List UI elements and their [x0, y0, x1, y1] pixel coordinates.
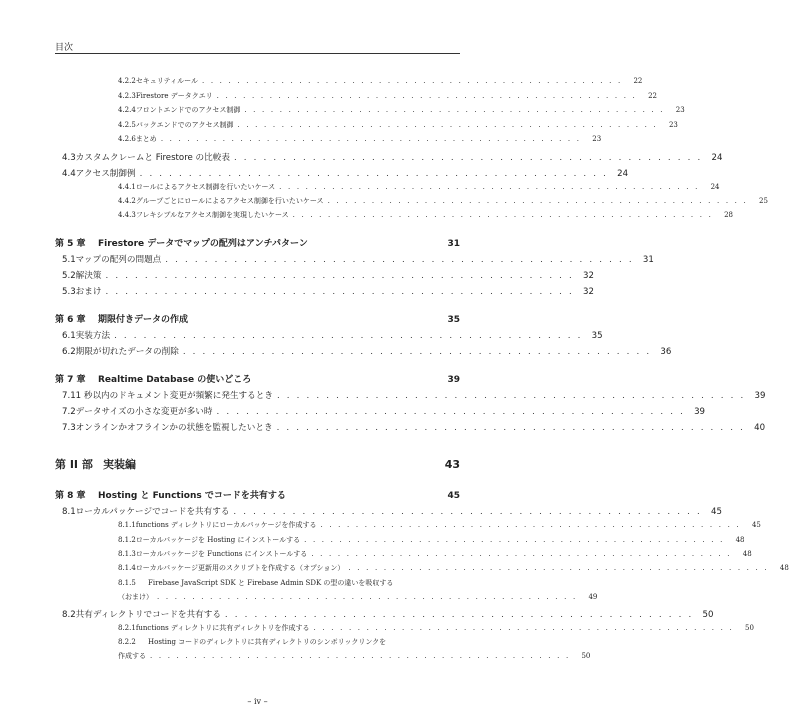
toc-entry[interactable] — [118, 105, 685, 115]
entry-page: 24 — [711, 153, 723, 163]
entry-page: 36 — [660, 347, 672, 357]
running-header-title: 目次 — [55, 43, 74, 53]
leader-dots: . . . . . . . . . . . . . . . . . . . . . . . . . . . . . . . . . . . . . . . . . . . . . . . . — [224, 610, 694, 620]
toc-entry[interactable] — [118, 563, 789, 573]
leader-dots: . . . . . . . . . . . . . . . . . . . . . . . . . . . . . . . . . . . . . . . . . . . . . . . . — [279, 183, 700, 191]
entry-page: 22 — [633, 77, 643, 85]
entry-title: Firestore データクエリ — [135, 92, 213, 100]
entry-title: ローカルパッケージでコードを共有する — [75, 507, 230, 517]
leader-dots: . . . . . . . . . . . . . . . . . . . . . . . . . . . . . . . . . . . . . . . . . . . . . . . . — [160, 135, 582, 143]
toc-entry-multiline[interactable] — [118, 637, 460, 647]
entry-page: 50 — [702, 610, 714, 620]
entry-page: 24 — [617, 169, 629, 179]
chapter-page: 45 — [447, 491, 460, 501]
entry-title-line2: 作成する — [118, 652, 146, 660]
toc-entry[interactable] — [62, 389, 766, 401]
leader-dots: . . . . . . . . . . . . . . . . . . . . . . . . . . . . . . . . . . . . . . . . . . . . . . . . — [139, 169, 609, 179]
entry-title: 期限が切れたデータの削除 — [75, 347, 179, 357]
entry-title: ローカルパッケージ更新用のスクリプトを作成する（オプション） — [135, 564, 345, 572]
entry-title: ロールによるアクセス制御を行いたいケース — [135, 183, 276, 191]
entry-number: 7.1 — [62, 391, 76, 401]
entry-page: 35 — [591, 331, 603, 341]
chapter-number: 第 8 章 — [55, 491, 86, 501]
entry-page: 50 — [745, 624, 754, 632]
toc-chapter-5[interactable] — [55, 236, 460, 249]
entry-page: 50 — [581, 652, 591, 660]
entry-number: 6.2 — [62, 347, 76, 357]
leader-dots: . . . . . . . . . . . . . . . . . . . . . . . . . . . . . . . . . . . . . . . . . . . . . . . . — [233, 507, 702, 517]
toc-entry[interactable] — [62, 329, 603, 341]
toc-entry[interactable] — [118, 549, 752, 559]
toc-entry[interactable] — [62, 253, 654, 265]
entry-title: カスタムクレームと Firestore の比較表 — [75, 153, 230, 163]
entry-number: 4.2.6 — [118, 135, 136, 143]
leader-dots: . . . . . . . . . . . . . . . . . . . . . . . . . . . . . . . . . . . . . . . . . . . . . . . . — [150, 652, 571, 660]
toc-entry[interactable] — [62, 285, 594, 297]
toc-entry[interactable] — [118, 520, 761, 530]
entry-number: 4.4.1 — [118, 183, 136, 191]
leader-dots: . . . . . . . . . . . . . . . . . . . . . . . . . . . . . . . . . . . . . . . . . . . . . . . . — [165, 255, 634, 265]
entry-number: 8.2.1 — [118, 624, 136, 632]
chapter-title: Realtime Database の使いどころ — [98, 375, 252, 385]
leader-dots: . . . . . . . . . . . . . . . . . . . . . . . . . . . . . . . . . . . . . . . . . . . . . . . . — [216, 92, 637, 100]
part-page: 43 — [444, 458, 460, 471]
entry-number: 8.1.3 — [118, 550, 136, 558]
entry-number: 4.2.2 — [118, 77, 136, 85]
entry-title: マップの配列の問題点 — [75, 255, 162, 265]
entry-title: 1 秒以内のドキュメント変更が頻繁に発生するとき — [75, 391, 273, 401]
entry-title: functions ディレクトリに共有ディレクトリを作成する — [135, 624, 310, 632]
entry-page: 32 — [583, 271, 594, 281]
toc-entry[interactable] — [118, 196, 768, 206]
entry-page: 48 — [779, 564, 789, 572]
entry-page: 24 — [710, 183, 720, 191]
toc-chapter-7[interactable] — [55, 372, 460, 385]
toc-entry[interactable] — [118, 134, 602, 144]
entry-number: 4.4.2 — [118, 197, 136, 205]
entry-title: ローカルパッケージを Functions にインストールする — [135, 550, 308, 558]
entry-page: 31 — [642, 255, 654, 265]
entry-title: ローカルパッケージを Hosting にインストールする — [135, 536, 301, 544]
leader-dots: . . . . . . . . . . . . . . . . . . . . . . . . . . . . . . . . . . . . . . . . . . . . . . . . — [276, 391, 746, 401]
entry-page: 25 — [759, 197, 768, 205]
leader-dots: . . . . . . . . . . . . . . . . . . . . . . . . . . . . . . . . . . . . . . . . . . . . . . . . — [216, 407, 686, 417]
chapter-page: 35 — [447, 315, 460, 325]
entry-number: 6.1 — [62, 331, 76, 341]
chapter-page: 31 — [447, 239, 460, 249]
entry-page: 40 — [754, 423, 766, 433]
entry-title: フロントエンドでのアクセス制御 — [135, 106, 241, 114]
chapter-number: 第 6 章 — [55, 315, 86, 325]
toc-entry[interactable] — [118, 76, 643, 86]
entry-number: 4.2.4 — [118, 106, 136, 114]
entry-number: 5.3 — [62, 287, 76, 297]
entry-page: 45 — [711, 507, 722, 517]
entry-title: オンラインかオフラインかの状態を監視したいとき — [75, 423, 273, 433]
leader-dots: . . . . . . . . . . . . . . . . . . . . . . . . . . . . . . . . . . . . . . . . . . . . . . . . — [304, 536, 725, 544]
toc-entry[interactable] — [62, 421, 766, 433]
entry-title: セキュリティルール — [135, 77, 198, 85]
header-rule — [55, 53, 460, 54]
page-number-footer: – iv – — [247, 697, 268, 706]
chapter-number: 第 5 章 — [55, 239, 86, 249]
part-title: 実装編 — [103, 458, 136, 471]
entry-number: 8.2 — [62, 610, 76, 620]
entry-page: 23 — [668, 121, 678, 129]
entry-title: データサイズの小さな変更が多い時 — [75, 407, 213, 417]
entry-number: 8.1.5 — [118, 579, 136, 587]
toc-chapter-8[interactable] — [55, 488, 460, 501]
toc-entry[interactable] — [118, 182, 720, 192]
leader-dots: . . . . . . . . . . . . . . . . . . . . . . . . . . . . . . . . . . . . . . . . . . . . . . . . — [105, 287, 574, 297]
entry-page: 39 — [754, 391, 766, 401]
entry-number: 4.2.5 — [118, 121, 136, 129]
chapter-title: Hosting と Functions でコードを共有する — [98, 491, 286, 501]
leader-dots: . . . . . . . . . . . . . . . . . . . . . . . . . . . . . . . . . . . . . . . . . . . . . . . . — [157, 593, 578, 601]
entry-title-line1: Firebase JavaScript SDK と Firebase Admin SDK の型の違いを吸収する — [148, 579, 394, 587]
entry-number: 8.2.2 — [118, 638, 136, 646]
entry-title: 共有ディレクトリでコードを共有する — [75, 610, 221, 620]
leader-dots: . . . . . . . . . . . . . . . . . . . . . . . . . . . . . . . . . . . . . . . . . . . . . . . . — [182, 347, 652, 357]
leader-dots: . . . . . . . . . . . . . . . . . . . . . . . . . . . . . . . . . . . . . . . . . . . . . . . . — [276, 423, 746, 433]
leader-dots: . . . . . . . . . . . . . . . . . . . . . . . . . . . . . . . . . . . . . . . . . . . . . . . . — [201, 77, 623, 85]
toc-entry[interactable] — [118, 623, 754, 633]
entry-page: 23 — [675, 106, 685, 114]
toc-entry[interactable] — [118, 535, 745, 545]
toc-entry-multiline[interactable] — [118, 578, 460, 588]
entry-page: 39 — [694, 407, 706, 417]
entry-number: 8.1 — [62, 507, 76, 517]
entry-title: 解決策 — [75, 271, 102, 281]
toc-entry[interactable] — [118, 210, 734, 220]
entry-number: 5.2 — [62, 271, 76, 281]
entry-title: まとめ — [135, 135, 157, 143]
entry-title: グループごとにロールによるアクセス制御を行いたいケース — [135, 197, 324, 205]
toc-entry[interactable] — [62, 345, 672, 357]
leader-dots: . . . . . . . . . . . . . . . . . . . . . . . . . . . . . . . . . . . . . . . . . . . . . . . . — [237, 121, 658, 129]
chapter-page: 39 — [447, 375, 460, 385]
entry-page: 45 — [751, 521, 761, 529]
entry-title: バックエンドでのアクセス制御 — [135, 121, 234, 129]
entry-title-line1: Hosting コードのディレクトリに共有ディレクトリのシンボリックリンクを — [148, 638, 387, 646]
leader-dots: . . . . . . . . . . . . . . . . . . . . . . . . . . . . . . . . . . . . . . . . . . . . . . . . — [327, 197, 748, 205]
toc-entry[interactable] — [62, 151, 723, 163]
part-number: 第 II 部 — [55, 458, 93, 471]
entry-title: おまけ — [75, 287, 102, 297]
toc-entry-continuation[interactable] — [118, 651, 591, 661]
entry-title: functions ディレクトリにローカルパッケージを作成する — [135, 521, 317, 529]
entry-title-line2: （おまけ） — [118, 593, 153, 601]
entry-page: 32 — [583, 287, 594, 297]
entry-page: 22 — [648, 92, 657, 100]
entry-page: 28 — [724, 211, 734, 219]
toc-entry[interactable] — [62, 269, 594, 281]
toc-entry[interactable] — [62, 608, 714, 620]
leader-dots: . . . . . . . . . . . . . . . . . . . . . . . . . . . . . . . . . . . . . . . . . . . . . . . . — [311, 550, 732, 558]
entry-number: 7.3 — [62, 423, 76, 433]
entry-page: 48 — [742, 550, 752, 558]
entry-number: 8.1.2 — [118, 536, 136, 544]
leader-dots: . . . . . . . . . . . . . . . . . . . . . . . . . . . . . . . . . . . . . . . . . . . . . . . . — [348, 564, 769, 572]
entry-number: 8.1.4 — [118, 564, 136, 572]
entry-page: 49 — [588, 593, 598, 601]
toc-entry[interactable] — [118, 91, 657, 101]
entry-number: 5.1 — [62, 255, 76, 265]
entry-title: アクセス制御例 — [75, 169, 136, 179]
leader-dots: . . . . . . . . . . . . . . . . . . . . . . . . . . . . . . . . . . . . . . . . . . . . . . . . — [244, 106, 665, 114]
entry-number: 7.2 — [62, 407, 76, 417]
toc-entry[interactable] — [118, 120, 678, 130]
entry-number: 8.1.1 — [118, 521, 136, 529]
entry-number: 4.4 — [62, 169, 76, 179]
leader-dots: . . . . . . . . . . . . . . . . . . . . . . . . . . . . . . . . . . . . . . . . . . . . . . . . — [233, 153, 703, 163]
entry-number: 4.4.3 — [118, 211, 136, 219]
entry-number: 4.2.3 — [118, 92, 136, 100]
chapter-title: Firestore データでマップの配列はアンチパターン — [98, 239, 308, 249]
toc-part-2[interactable] — [55, 456, 460, 472]
toc-chapter-6[interactable] — [55, 312, 460, 325]
toc-entry[interactable] — [62, 167, 629, 179]
chapter-title: 期限付きデータの作成 — [98, 315, 189, 325]
chapter-number: 第 7 章 — [55, 375, 86, 385]
leader-dots: . . . . . . . . . . . . . . . . . . . . . . . . . . . . . . . . . . . . . . . . . . . . . . . . — [292, 211, 714, 219]
entry-title: 実装方法 — [75, 331, 111, 341]
entry-page: 48 — [735, 536, 745, 544]
leader-dots: . . . . . . . . . . . . . . . . . . . . . . . . . . . . . . . . . . . . . . . . . . . . . . . . — [114, 331, 583, 341]
leader-dots: . . . . . . . . . . . . . . . . . . . . . . . . . . . . . . . . . . . . . . . . . . . . . . . . — [313, 624, 734, 632]
toc-entry[interactable] — [62, 405, 706, 417]
toc-entry[interactable] — [62, 505, 722, 517]
leader-dots: . . . . . . . . . . . . . . . . . . . . . . . . . . . . . . . . . . . . . . . . . . . . . . . . — [105, 271, 574, 281]
entry-number: 4.3 — [62, 153, 76, 163]
leader-dots: . . . . . . . . . . . . . . . . . . . . . . . . . . . . . . . . . . . . . . . . . . . . . . . . — [320, 521, 741, 529]
entry-title: フレキシブルなアクセス制御を実現したいケース — [135, 211, 289, 219]
toc-entry-continuation[interactable] — [118, 592, 598, 602]
entry-page: 23 — [592, 135, 602, 143]
